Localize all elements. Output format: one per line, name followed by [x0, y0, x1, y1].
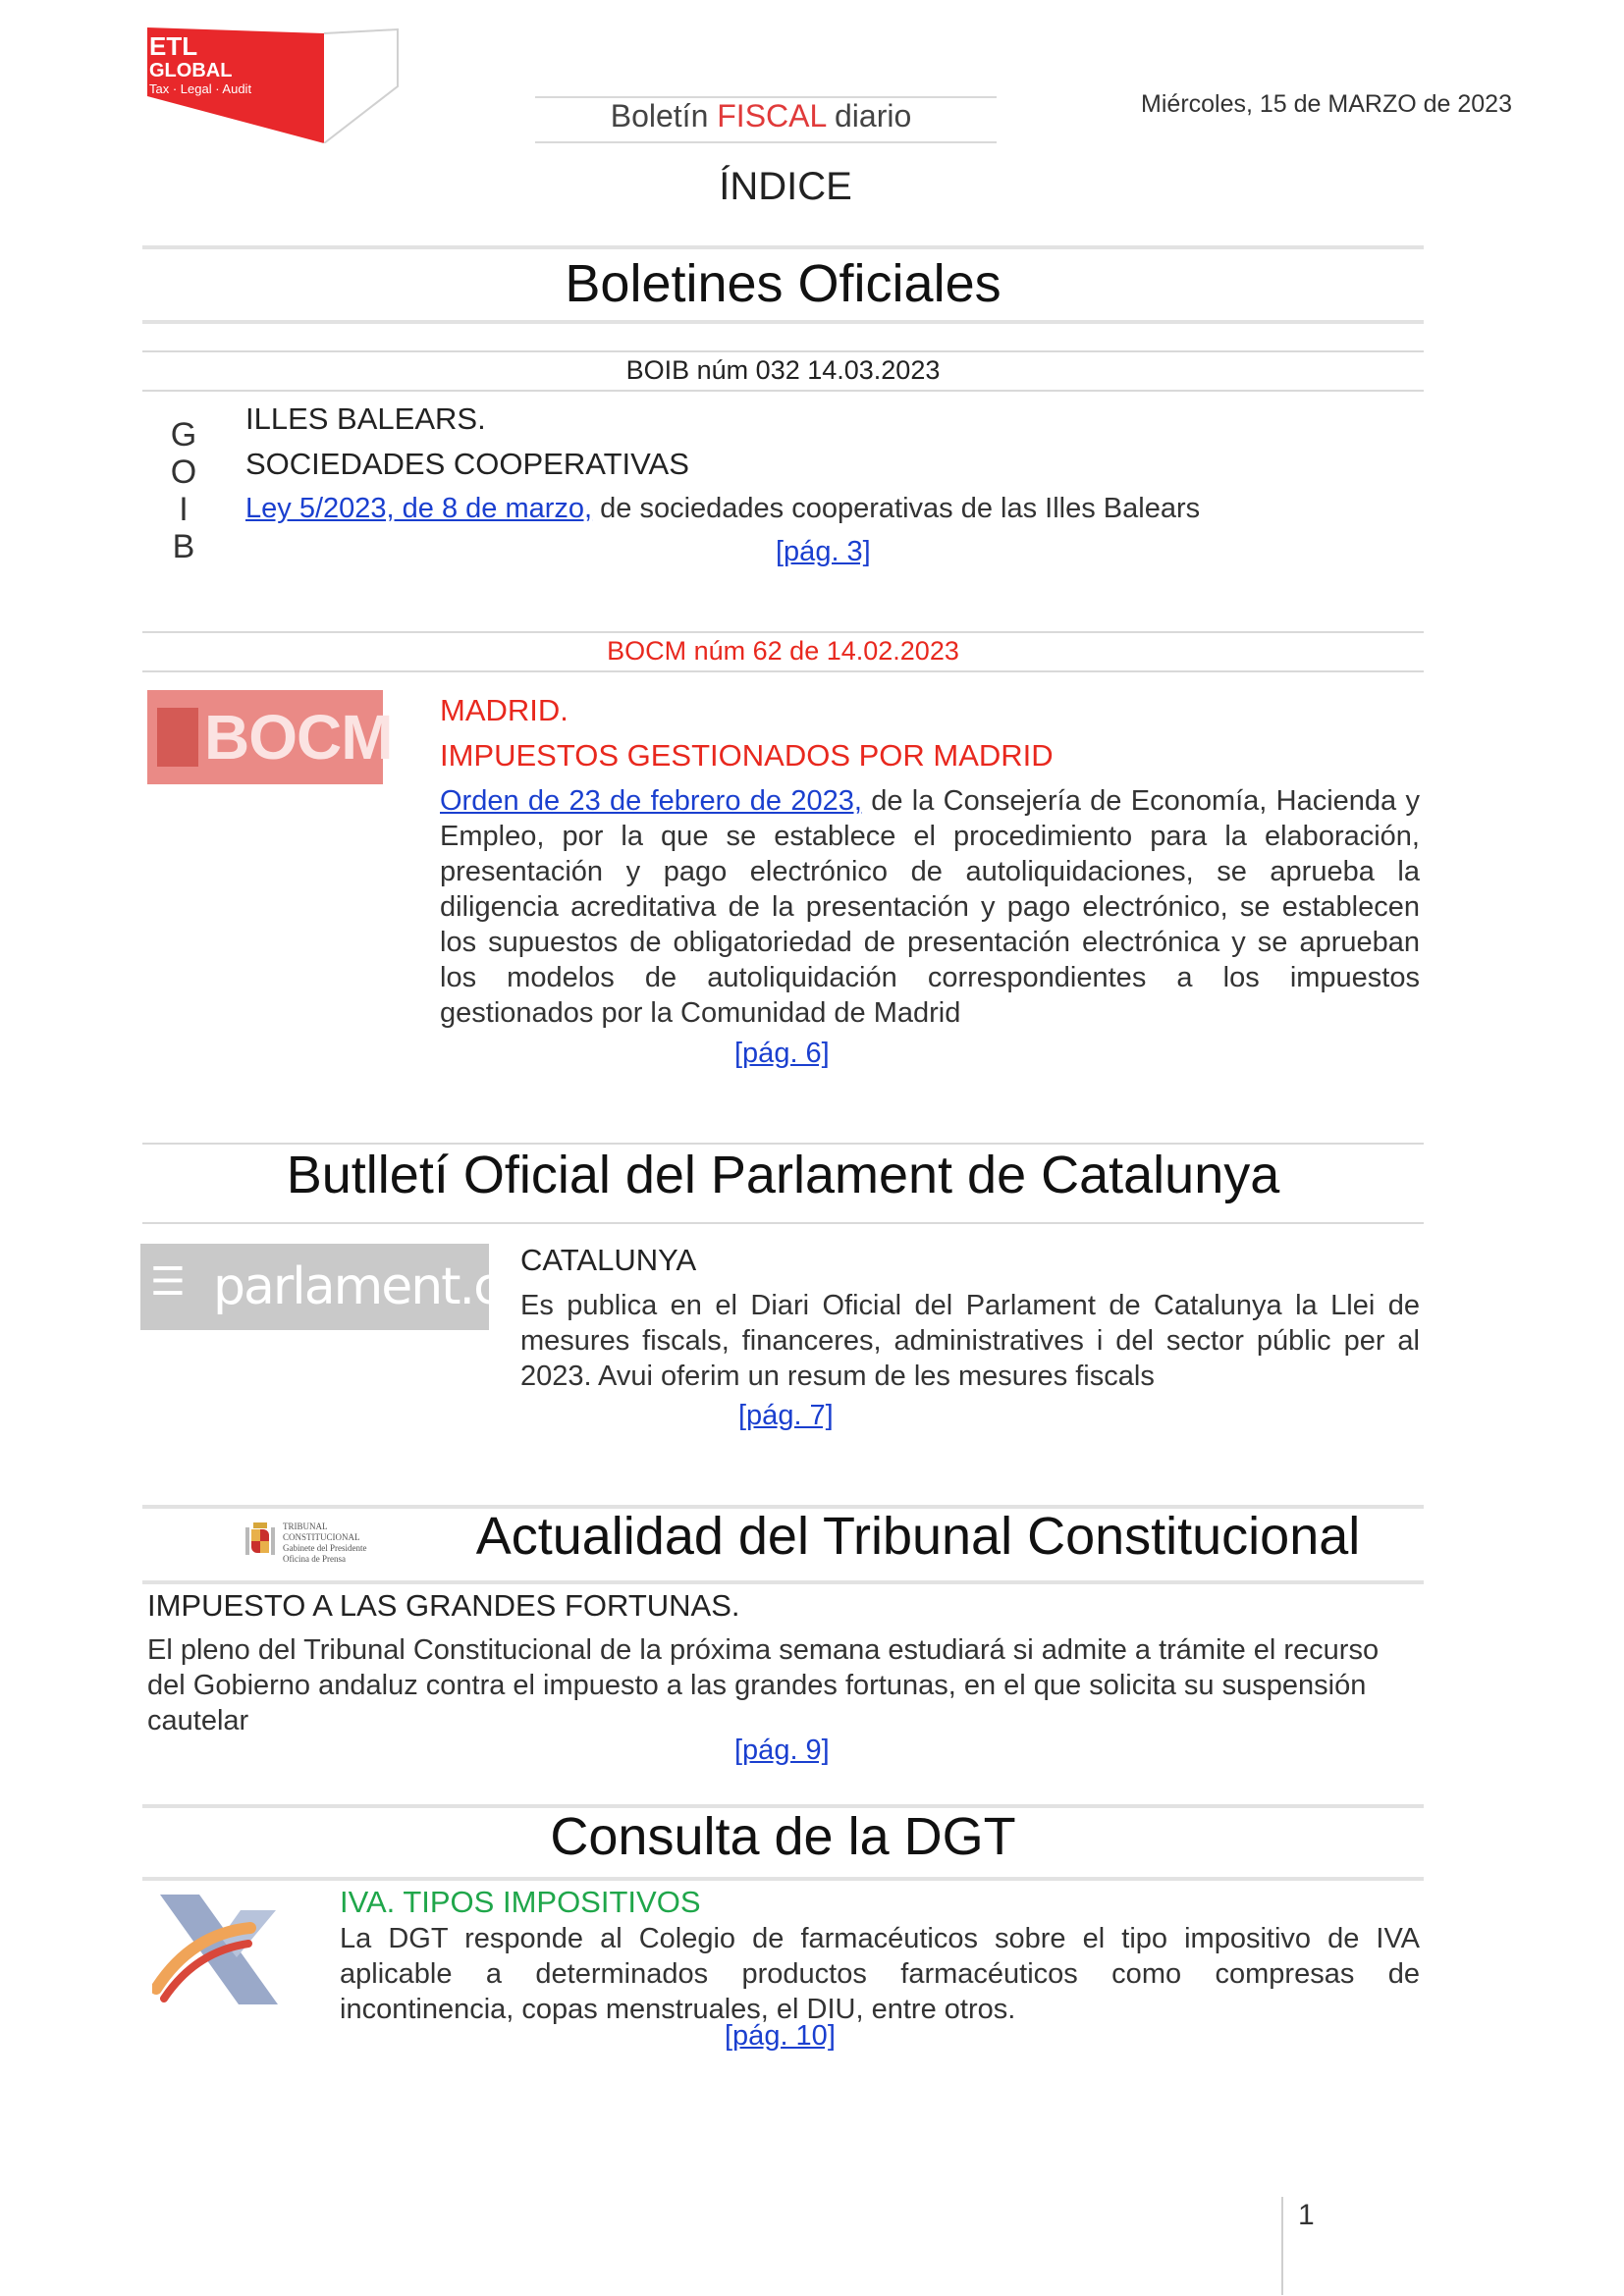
- bocm-rule-top: [142, 631, 1424, 633]
- menu-icon: ☰: [150, 1260, 186, 1304]
- tribunal-logo: TRIBUNAL CONSTITUCIONAL Gabinete del Presidente Oficina de Prensa: [244, 1520, 401, 1563]
- page-number: 1: [1298, 2199, 1315, 2231]
- goib-logo: G O I B: [170, 416, 197, 565]
- bulletin-title: Boletín FISCAL diario: [610, 98, 912, 133]
- dgt-page-link[interactable]: [pág. 10]: [725, 2020, 836, 2052]
- bocm-topic: IMPUESTOS GESTIONADOS POR MADRID: [440, 738, 1054, 773]
- section-title-parlament: Butlletí Oficial del Parlament de Catalunya: [286, 1146, 1280, 1204]
- issue-date: Miércoles, 15 de MARZO de 2023: [1141, 90, 1512, 118]
- section-rule: [142, 1877, 1424, 1881]
- section-rule: [142, 1580, 1424, 1584]
- parlament-region: CATALUNYA: [520, 1243, 697, 1277]
- boib-topic: SOCIEDADES COOPERATIVAS: [245, 447, 689, 481]
- tribunal-topic: IMPUESTO A LAS GRANDES FORTUNAS.: [147, 1588, 740, 1623]
- boib-summary: Ley 5/2023, de 8 de marzo, de sociedades cooperativas de las Illes Balears: [245, 493, 1201, 524]
- section-rule: [142, 320, 1424, 324]
- boib-page-link[interactable]: [pág. 3]: [776, 536, 871, 567]
- index-heading: ÍNDICE: [719, 165, 852, 208]
- boib-rule-bottom: [142, 390, 1424, 392]
- bocm-logo: [147, 690, 393, 784]
- footer-divider: [1281, 2197, 1283, 2295]
- parlament-page-link[interactable]: [pág. 7]: [738, 1400, 834, 1431]
- spain-coat-of-arms-icon: [244, 1522, 277, 1561]
- tribunal-summary: El pleno del Tribunal Constitucional de la próxima semana estudiará si admite a trámite el recurso del Gobierno andaluz contra el impuesto a las grandes fortunas, en el que solicita su suspensión cautelar: [147, 1634, 1380, 1736]
- bocm-logo-emblem: [157, 708, 198, 767]
- logo-line1: GLOBAL: [149, 60, 233, 81]
- bocm-order-link[interactable]: Orden de 23 de febrero de 2023,: [440, 785, 862, 817]
- bocm-header: BOCM núm 62 de 14.02.2023: [607, 636, 959, 666]
- section-rule: [142, 245, 1424, 249]
- section-rule: [142, 1222, 1424, 1224]
- section-title-tribunal: Actualidad del Tribunal Constitucional: [475, 1507, 1361, 1566]
- parlament-logo: [140, 1244, 547, 1330]
- boib-law-link[interactable]: Ley 5/2023, de 8 de marzo,: [245, 493, 593, 524]
- header-rule-bottom: [535, 141, 997, 143]
- boib-header: BOIB núm 032 14.03.2023: [625, 355, 941, 385]
- agencia-tributaria-logo-icon: [152, 1895, 285, 2004]
- logo-line2: Tax · Legal · Audit: [149, 81, 252, 96]
- bocm-rule-bottom: [142, 670, 1424, 672]
- bocm-summary: Orden de 23 de febrero de 2023, de la Consejería de Economía, Hacienda y Empleo, por la que se establece el procedimiento para la elaboración, presentación y pago electrónico de autoliquidaciones, se aprueba la diligencia acreditativa de la presentación y pago electrónico, se establecen los supuestos de obligatoriedad de presentación electrónica y se aprueban los modelos de autoliquidación correspondientes a los impuestos gestionados por la Comunidad de Madrid: [440, 785, 1420, 1029]
- section-title-dgt: Consulta de la DGT: [550, 1807, 1016, 1866]
- section-title-boletines: Boletines Oficiales: [565, 254, 1001, 313]
- boib-region: ILLES BALEARS.: [245, 401, 486, 436]
- parlament-summary: Es publica en el Diari Oficial del Parlament de Catalunya la Llei de mesures fiscals, financeres, administratives i del sector públic per al 2023. Avui oferim un resum de les mesures fiscals: [520, 1290, 1420, 1392]
- dgt-summary: La DGT responde al Colegio de farmacéuticos sobre el tipo impositivo de IVA aplicable a determinados productos farmacéuticos como compresas de incontinencia, copas menstruales, el DIU, entre otros.: [340, 1923, 1420, 2025]
- parlament-logo-text: parlament.cat: [213, 1257, 547, 1316]
- bocm-region: MADRID.: [440, 693, 568, 727]
- logo-brand: ETL: [149, 31, 198, 61]
- bocm-logo-text: BOCM: [204, 702, 393, 773]
- boib-rule-top: [142, 350, 1424, 352]
- dgt-topic: IVA. TIPOS IMPOSITIVOS: [340, 1885, 701, 1919]
- bocm-page-link[interactable]: [pág. 6]: [734, 1038, 830, 1069]
- tribunal-page-link[interactable]: [pág. 9]: [734, 1735, 830, 1766]
